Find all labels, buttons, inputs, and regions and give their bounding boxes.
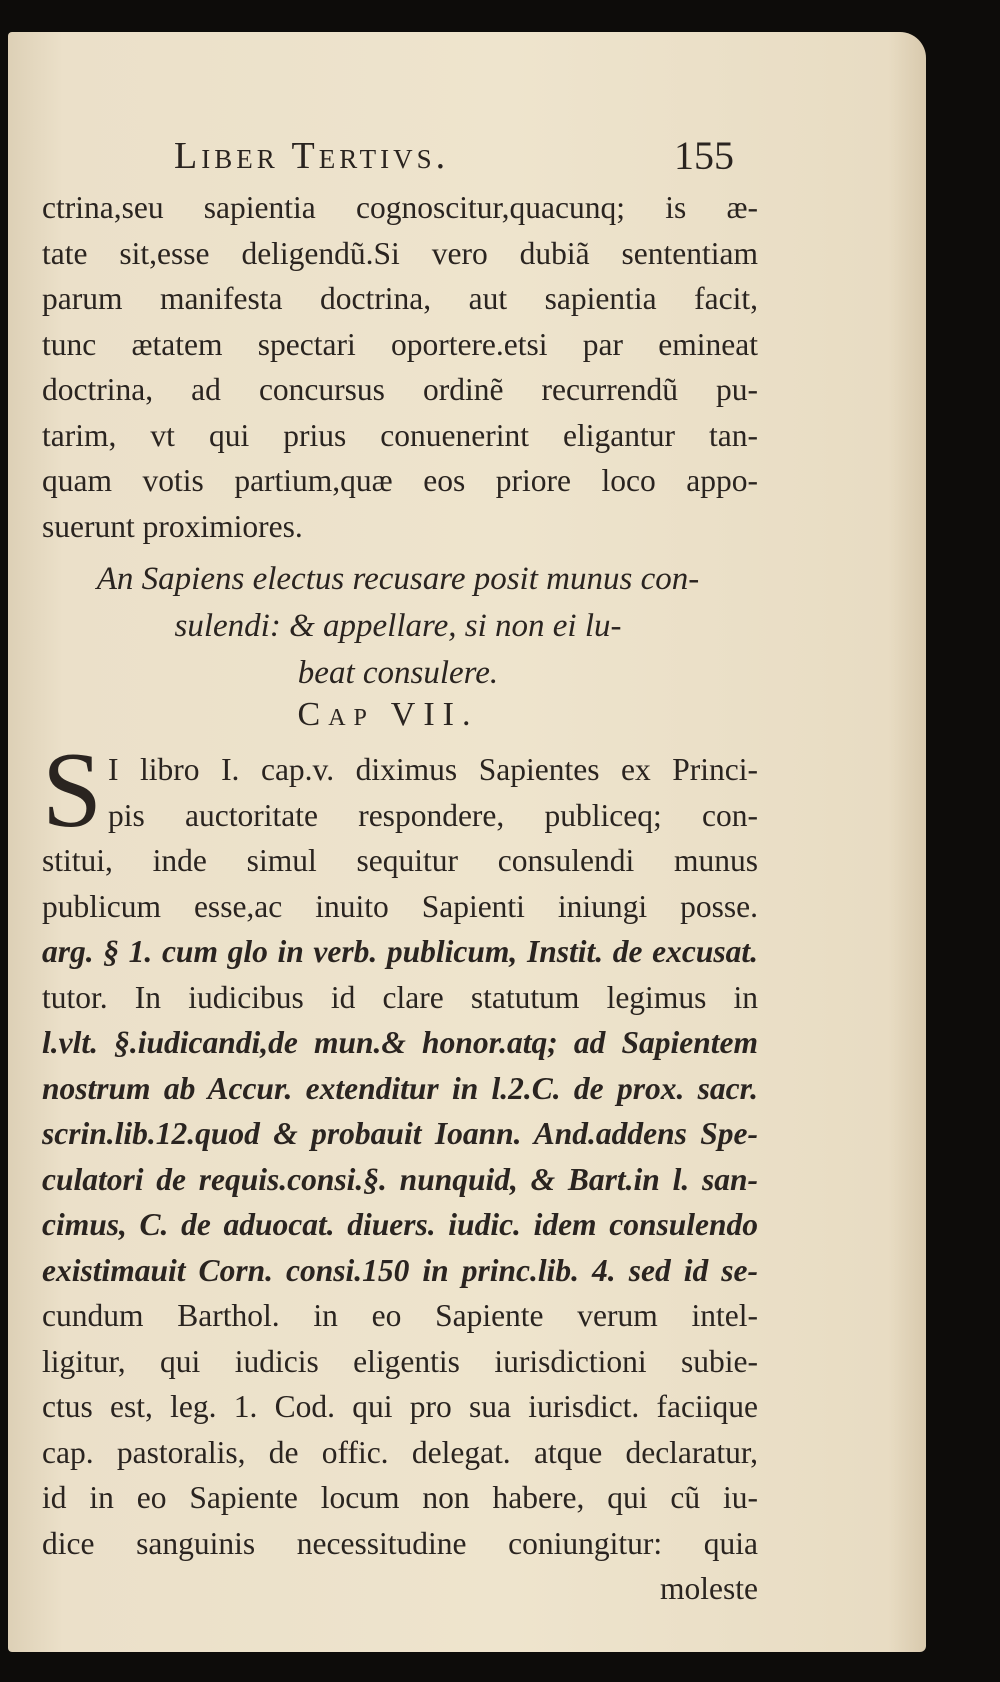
citation-line: nostrum ab Accur. extenditur in l.2.C. de prox. sacr.: [42, 1070, 758, 1106]
text-line: pis auctoritate respondere, publiceq; con-: [108, 797, 758, 833]
text-line: tutor. In iudicibus id clare statutum legimus in: [42, 979, 758, 1015]
text-line: doctrina, ad concursus ordinẽ recurrendũ pu-: [42, 372, 758, 407]
text-line: I libro I. cap.v. diximus Sapientes ex Princi-: [108, 752, 758, 787]
text-line: quam votis partium,quæ eos priore loco appo-: [42, 463, 758, 498]
heading-line: beat consulere.: [297, 655, 499, 691]
section-heading: [48, 556, 748, 697]
citation-line: arg. § 1. cum glo in verb. publicum, Instit. de excusat.: [42, 934, 758, 969]
text-line: stitui, inde simul sequitur consulendi munus: [42, 843, 758, 878]
citation-line: culatori de requis.consi.§. nunquid, & Bart.in l. san-: [42, 1161, 758, 1197]
text-line: id in eo Sapiente locum non habere, qui cũ iu-: [42, 1480, 758, 1515]
book-page: [8, 32, 926, 1652]
text-block: [42, 185, 758, 549]
text-line: dice sanguinis necessitudine coniungitur: quia: [42, 1525, 758, 1561]
page-number: 155: [674, 133, 734, 178]
drop-cap: S: [42, 731, 103, 850]
catchword: moleste: [660, 1571, 758, 1606]
citation-line: existimauit Corn. consi.150 in princ.lib. 4. sed id se-: [42, 1252, 758, 1288]
chapter-label: Cap VII.: [297, 696, 479, 733]
citation-line: l.vlt. §.iudicandi,de mun.& honor.atq; ad Sapientem: [42, 1025, 758, 1060]
text-line: publicum esse,ac inuito Sapienti iniungi posse.: [42, 888, 758, 924]
heading-line: An Sapiens electus recusare posit munus con-: [96, 561, 700, 597]
chapter-text-block: [42, 731, 758, 1612]
text-line: tunc ætatem spectari oportere.etsi par emineat: [42, 326, 758, 362]
text-line: ligitur, qui iudicis eligentis iurisdictioni subie-: [42, 1343, 758, 1379]
running-title: Liber Tertivs.: [174, 135, 450, 177]
text-line: cundum Barthol. in eo Sapiente verum intel-: [42, 1298, 758, 1333]
text-line: parum manifesta doctrina, aut sapientia facit,: [42, 281, 758, 316]
text-line: cap. pastoralis, de offic. delegat. atque declaratur,: [42, 1434, 758, 1470]
heading-line: sulendi: & appellare, si non ei lu-: [174, 608, 622, 644]
text-line: ctus est, leg. 1. Cod. qui pro sua iurisdict. faciique: [42, 1389, 758, 1424]
page-header: [174, 124, 734, 184]
text-line: ctrina,seu sapientia cognoscitur,quacunq; is æ-: [42, 190, 758, 225]
text-line: tate sit,esse deligendũ.Si vero dubiã sententiam: [42, 235, 758, 271]
text-line: suerunt proximiores.: [42, 508, 303, 544]
citation-line: cimus, C. de aduocat. diuers. iudic. idem consulendo: [42, 1207, 758, 1242]
text-line: tarim, vt qui prius conuenerint eligantur tan-: [42, 417, 758, 453]
citation-line: scrin.lib.12.quod & probauit Ioann. And.addens Spe-: [42, 1116, 758, 1151]
